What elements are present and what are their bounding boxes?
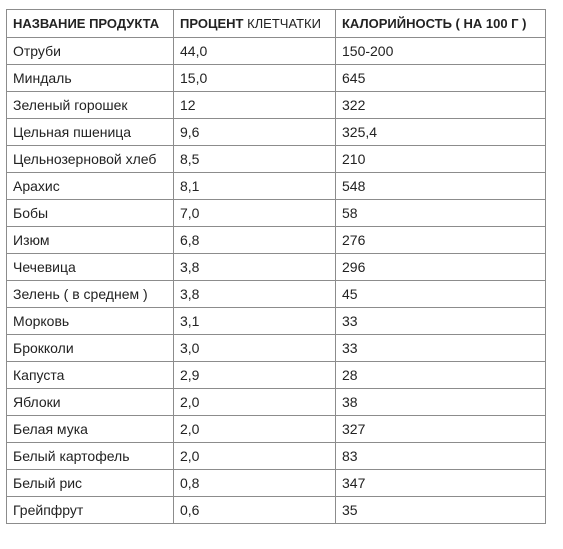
cell-fiber: 3,0 [174,335,336,362]
cell-calories: 33 [336,335,546,362]
header-calories: КАЛОРИЙНОСТЬ ( НА 100 Г ) [336,10,546,38]
cell-product: Миндаль [7,65,174,92]
cell-fiber: 2,9 [174,362,336,389]
fiber-table-container [6,9,546,524]
cell-fiber: 8,1 [174,173,336,200]
cell-fiber: 0,6 [174,497,336,524]
cell-fiber: 9,6 [174,119,336,146]
cell-product: Белая мука [7,416,174,443]
table-row [7,308,546,335]
table-row [7,497,546,524]
cell-calories: 210 [336,146,546,173]
cell-product: Арахис [7,173,174,200]
cell-fiber: 0,8 [174,470,336,497]
cell-calories: 83 [336,443,546,470]
table-row [7,146,546,173]
cell-calories: 35 [336,497,546,524]
cell-calories: 33 [336,308,546,335]
cell-product: Отруби [7,38,174,65]
cell-fiber: 7,0 [174,200,336,227]
cell-calories: 38 [336,389,546,416]
cell-product: Изюм [7,227,174,254]
table-row [7,254,546,281]
table-row [7,92,546,119]
cell-calories: 58 [336,200,546,227]
table-header-row [7,10,546,38]
fiber-calorie-table [6,9,546,524]
header-fiber-percent [174,10,336,38]
cell-fiber: 8,5 [174,146,336,173]
table-row [7,389,546,416]
table-row [7,416,546,443]
table-row [7,65,546,92]
table-row [7,443,546,470]
table-row [7,119,546,146]
cell-product: Яблоки [7,389,174,416]
cell-fiber: 2,0 [174,389,336,416]
cell-fiber: 6,8 [174,227,336,254]
cell-calories: 150-200 [336,38,546,65]
cell-fiber: 12 [174,92,336,119]
cell-product: Морковь [7,308,174,335]
cell-calories: 548 [336,173,546,200]
table-row [7,227,546,254]
header-product: НАЗВАНИЕ ПРОДУКТА [7,10,174,38]
table-row [7,281,546,308]
cell-fiber: 2,0 [174,443,336,470]
table-row [7,470,546,497]
cell-calories: 276 [336,227,546,254]
cell-calories: 45 [336,281,546,308]
cell-product: Чечевица [7,254,174,281]
cell-product: Бобы [7,200,174,227]
cell-fiber: 2,0 [174,416,336,443]
table-row [7,200,546,227]
cell-calories: 645 [336,65,546,92]
table-body [7,38,546,524]
cell-calories: 28 [336,362,546,389]
cell-calories: 322 [336,92,546,119]
cell-product: Белый рис [7,470,174,497]
cell-fiber: 3,1 [174,308,336,335]
cell-product: Капуста [7,362,174,389]
table-row [7,38,546,65]
header-fiber-bold: ПРОЦЕНТ [180,16,244,31]
table-row [7,173,546,200]
cell-product: Белый картофель [7,443,174,470]
cell-fiber: 15,0 [174,65,336,92]
cell-product: Грейпфрут [7,497,174,524]
cell-calories: 327 [336,416,546,443]
table-row [7,335,546,362]
cell-product: Зеленый горошек [7,92,174,119]
table-row [7,362,546,389]
cell-calories: 296 [336,254,546,281]
cell-fiber: 3,8 [174,254,336,281]
cell-fiber: 44,0 [174,38,336,65]
cell-product: Цельная пшеница [7,119,174,146]
cell-product: Зелень ( в среднем ) [7,281,174,308]
cell-fiber: 3,8 [174,281,336,308]
cell-product: Цельнозерновой хлеб [7,146,174,173]
cell-calories: 325,4 [336,119,546,146]
cell-product: Брокколи [7,335,174,362]
header-fiber-normal: КЛЕТЧАТКИ [243,16,321,31]
cell-calories: 347 [336,470,546,497]
